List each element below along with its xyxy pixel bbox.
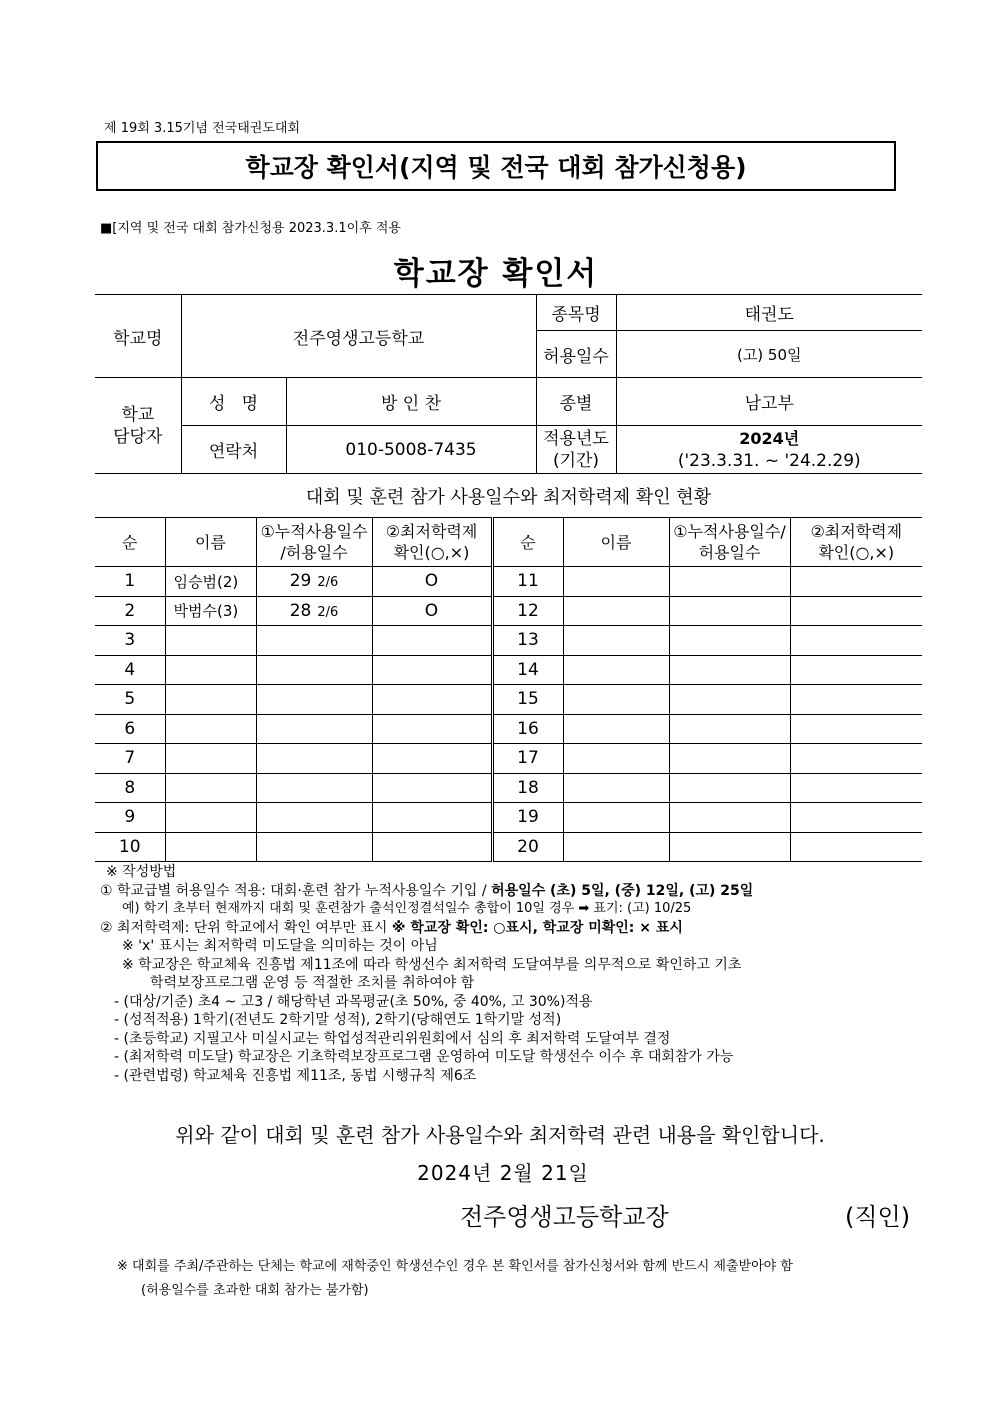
instruction-2: [100, 919, 930, 938]
student-name-right: [563, 832, 669, 862]
min-academic-check: [372, 685, 492, 715]
cumulative-days: [256, 803, 372, 833]
col-header-no-right: 순: [492, 518, 563, 567]
period-value: ('23.3.31. ~ '24.2.29): [677, 450, 861, 471]
student-name-right: [563, 567, 669, 597]
table-row: [95, 685, 922, 715]
row-number: 4: [95, 655, 165, 685]
col-header-days: ①누적사용일수 /허용일수: [256, 518, 372, 567]
instruction-note-x: ※ 'x' 표시는 최저학력 미도달을 의미하는 것이 아님: [122, 938, 438, 954]
form-title-box: 학교장 확인서(지역 및 전국 대회 참가신청용): [96, 141, 896, 191]
row-number-right: 19: [492, 803, 563, 833]
table-row: [95, 567, 922, 597]
cumulative-days-right: [669, 596, 790, 626]
row-number: 3: [95, 626, 165, 656]
instruction-1: [100, 882, 930, 901]
row-number-right: 18: [492, 773, 563, 803]
cumulative-days: [256, 714, 372, 744]
col-header-no: 순: [95, 518, 165, 567]
row-number-right: 13: [492, 626, 563, 656]
min-academic-check-right: [790, 744, 922, 774]
cumulative-days: [256, 596, 372, 626]
min-academic-check-right: [790, 685, 922, 715]
school-label: 학교명: [95, 295, 181, 378]
student-name-right: [563, 744, 669, 774]
row-number-right: 16: [492, 714, 563, 744]
min-academic-check-right: [790, 567, 922, 597]
student-name: [165, 685, 256, 715]
cumulative-days: [256, 773, 372, 803]
min-academic-check: O: [372, 596, 492, 626]
roster-table: [95, 517, 922, 862]
year-value: 2024년: [739, 428, 800, 448]
official-seal: (직인): [845, 1203, 911, 1231]
sport-label: 종목명: [536, 295, 616, 331]
min-academic-check: [372, 714, 492, 744]
row-number: 9: [95, 803, 165, 833]
cumulative-days: [256, 685, 372, 715]
footer-note: [117, 1255, 793, 1303]
cumulative-days: [256, 744, 372, 774]
cumulative-days-right: [669, 773, 790, 803]
table-row: [95, 626, 922, 656]
min-academic-check: [372, 655, 492, 685]
student-name-right: [563, 803, 669, 833]
min-academic-check-right: [790, 626, 922, 656]
footer-line-1: ※ 대회를 주최/주관하는 단체는 학교에 재학중인 학생선수인 경우 본 확인서를 참가신청서와 함께 반드시 제출받아야 함: [117, 1259, 793, 1274]
school-info-table: [95, 294, 922, 474]
instruction-1-text: ① 학교급별 허용일수 적용: 대회·훈련 참가 누적사용일수 기입 /: [100, 882, 492, 899]
table-row: [95, 803, 922, 833]
col-header-name-right: 이름: [563, 518, 669, 567]
instruction-1-example: 예) 학기 초부터 현재까지 대회 및 훈련참가 출석인정결석일수 총합이 10일 경우 ➡ 표기: (고) 10/25: [122, 901, 692, 916]
row-number: 7: [95, 744, 165, 774]
row-number: 2: [95, 596, 165, 626]
cumulative-days: [256, 832, 372, 862]
confirmation-statement: 위와 같이 대회 및 훈련 참가 사용일수와 최저학력 관련 내용을 확인합니다.: [175, 1123, 825, 1147]
student-name: [165, 744, 256, 774]
student-name-right: [563, 773, 669, 803]
table-row: [95, 744, 922, 774]
year-cell: [616, 426, 922, 474]
footer-line-2: (허용일수를 초과한 대회 참가는 불가함): [141, 1283, 369, 1298]
student-name: 박범수(3): [165, 596, 256, 626]
row-number-right: 20: [492, 832, 563, 862]
table-row: [95, 773, 922, 803]
cumulative-days: [256, 655, 372, 685]
detail-elementary: - (초등학교) 지필고사 미실시교는 학업성적관리위원회에서 심의 후 최저학력 도달여부 결정: [114, 1030, 671, 1047]
sport-value: 태권도: [616, 295, 922, 331]
cumulative-days-right: [669, 803, 790, 833]
days-allowed-fraction: 2/6: [317, 604, 339, 620]
days-used: 29: [289, 571, 312, 592]
cumulative-days-right: [669, 685, 790, 715]
detail-below-min: - (최저학력 미도달) 학교장은 기초학력보장프로그램 운영하여 미도달 학생선수 이수 후 대회참가 가능: [114, 1049, 734, 1065]
row-number-right: 17: [492, 744, 563, 774]
min-academic-check-right: [790, 773, 922, 803]
col-header-check-right: ②최저학력제 확인(○,×): [790, 518, 922, 567]
staff-label: 학교 담당자: [95, 378, 181, 474]
contact-value: 010-5008-7435: [286, 426, 536, 474]
instructions-heading: ※ 작성방법: [106, 864, 177, 880]
detail-law: - (관련법령) 학교체육 진흥법 제11조, 동법 시행규칙 제6조: [114, 1067, 477, 1084]
row-number-right: 12: [492, 596, 563, 626]
min-academic-check: [372, 832, 492, 862]
student-name-right: [563, 685, 669, 715]
min-academic-check: O: [372, 567, 492, 597]
min-academic-check-right: [790, 596, 922, 626]
allowed-days-value: (고) 50일: [616, 331, 922, 378]
detail-target: - (대상/기준) 초4 ~ 고3 / 해당학년 과목평균(초 50%, 중 40%, 고 30%)적용: [114, 993, 593, 1010]
cumulative-days-right: [669, 626, 790, 656]
row-number: 5: [95, 685, 165, 715]
student-name: 임승범(2): [165, 567, 256, 597]
min-academic-check: [372, 773, 492, 803]
min-academic-check-right: [790, 655, 922, 685]
contact-label: 연락처: [181, 426, 286, 474]
min-academic-check: [372, 626, 492, 656]
student-name: [165, 626, 256, 656]
row-number: 10: [95, 832, 165, 862]
row-number-right: 15: [492, 685, 563, 715]
student-name-right: [563, 714, 669, 744]
staff-name: 방 인 찬: [286, 378, 536, 426]
school-name: 전주영생고등학교: [181, 295, 536, 378]
student-name: [165, 832, 256, 862]
instruction-2-text: ② 최저학력제: 단위 학교에서 확인 여부만 표시: [100, 919, 392, 936]
table-row: [95, 714, 922, 744]
instructions: [100, 863, 930, 1085]
instruction-note-principal-cont: 학력보장프로그램 운영 등 적절한 조치를 취하여야 함: [150, 975, 475, 991]
student-name: [165, 773, 256, 803]
instruction-note-principal: ※ 학교장은 학교체육 진흥법 제11조에 따라 학생선수 최저학력 도달여부를 의무적으로 확인하고 기초: [122, 956, 742, 973]
student-name-right: [563, 596, 669, 626]
table-row: [95, 832, 922, 862]
roster-title: 대회 및 훈련 참가 사용일수와 최저학력제 확인 현황: [305, 487, 712, 508]
student-name-right: [563, 655, 669, 685]
cumulative-days-right: [669, 744, 790, 774]
row-number-right: 14: [492, 655, 563, 685]
student-name: [165, 655, 256, 685]
student-name: [165, 714, 256, 744]
form-subnote: ■[지역 및 전국 대회 참가신청용 2023.3.1이후 적용: [100, 221, 401, 236]
cumulative-days-right: [669, 655, 790, 685]
col-header-days-right: ①누적사용일수/ 허용일수: [669, 518, 790, 567]
days-allowed-fraction: 2/6: [317, 575, 339, 591]
signer-name: 전주영생고등학교장: [460, 1203, 669, 1231]
row-number: 6: [95, 714, 165, 744]
instruction-2-bold: ※ 학교장 확인: ○표시, 학교장 미확인: × 표시: [391, 919, 683, 936]
cumulative-days-right: [669, 832, 790, 862]
min-academic-check-right: [790, 832, 922, 862]
min-academic-check-right: [790, 803, 922, 833]
allowed-days-label: 허용일수: [536, 331, 616, 378]
event-name: 제 19회 3.15기념 전국태권도대회: [104, 121, 301, 136]
instruction-1-bold: 허용일수 (초) 5일, (중) 12일, (고) 25일: [491, 882, 754, 899]
table-row: [95, 596, 922, 626]
min-academic-check: [372, 744, 492, 774]
row-number-right: 11: [492, 567, 563, 597]
detail-grades: - (성적적용) 1학기(전년도 2학기말 성적), 2학기(당해연도 1학기말 성적): [114, 1012, 562, 1028]
year-label: 적용년도 (기간): [536, 426, 616, 474]
cumulative-days: [256, 626, 372, 656]
cumulative-days: [256, 567, 372, 597]
cumulative-days-right: [669, 567, 790, 597]
category-value: 남고부: [616, 378, 922, 426]
issue-date: 2024년 2월 21일: [417, 1161, 589, 1185]
days-used: 28: [289, 600, 312, 621]
category-label: 종별: [536, 378, 616, 426]
table-row: [95, 655, 922, 685]
student-name-right: [563, 626, 669, 656]
name-label: 성 명: [181, 378, 286, 426]
student-name: [165, 803, 256, 833]
cumulative-days-right: [669, 714, 790, 744]
col-header-check: ②최저학력제 확인(○,×): [372, 518, 492, 567]
min-academic-check: [372, 803, 492, 833]
row-number: 1: [95, 567, 165, 597]
min-academic-check-right: [790, 714, 922, 744]
col-header-name: 이름: [165, 518, 256, 567]
row-number: 8: [95, 773, 165, 803]
document-title: 학교장 확인서: [393, 256, 599, 292]
